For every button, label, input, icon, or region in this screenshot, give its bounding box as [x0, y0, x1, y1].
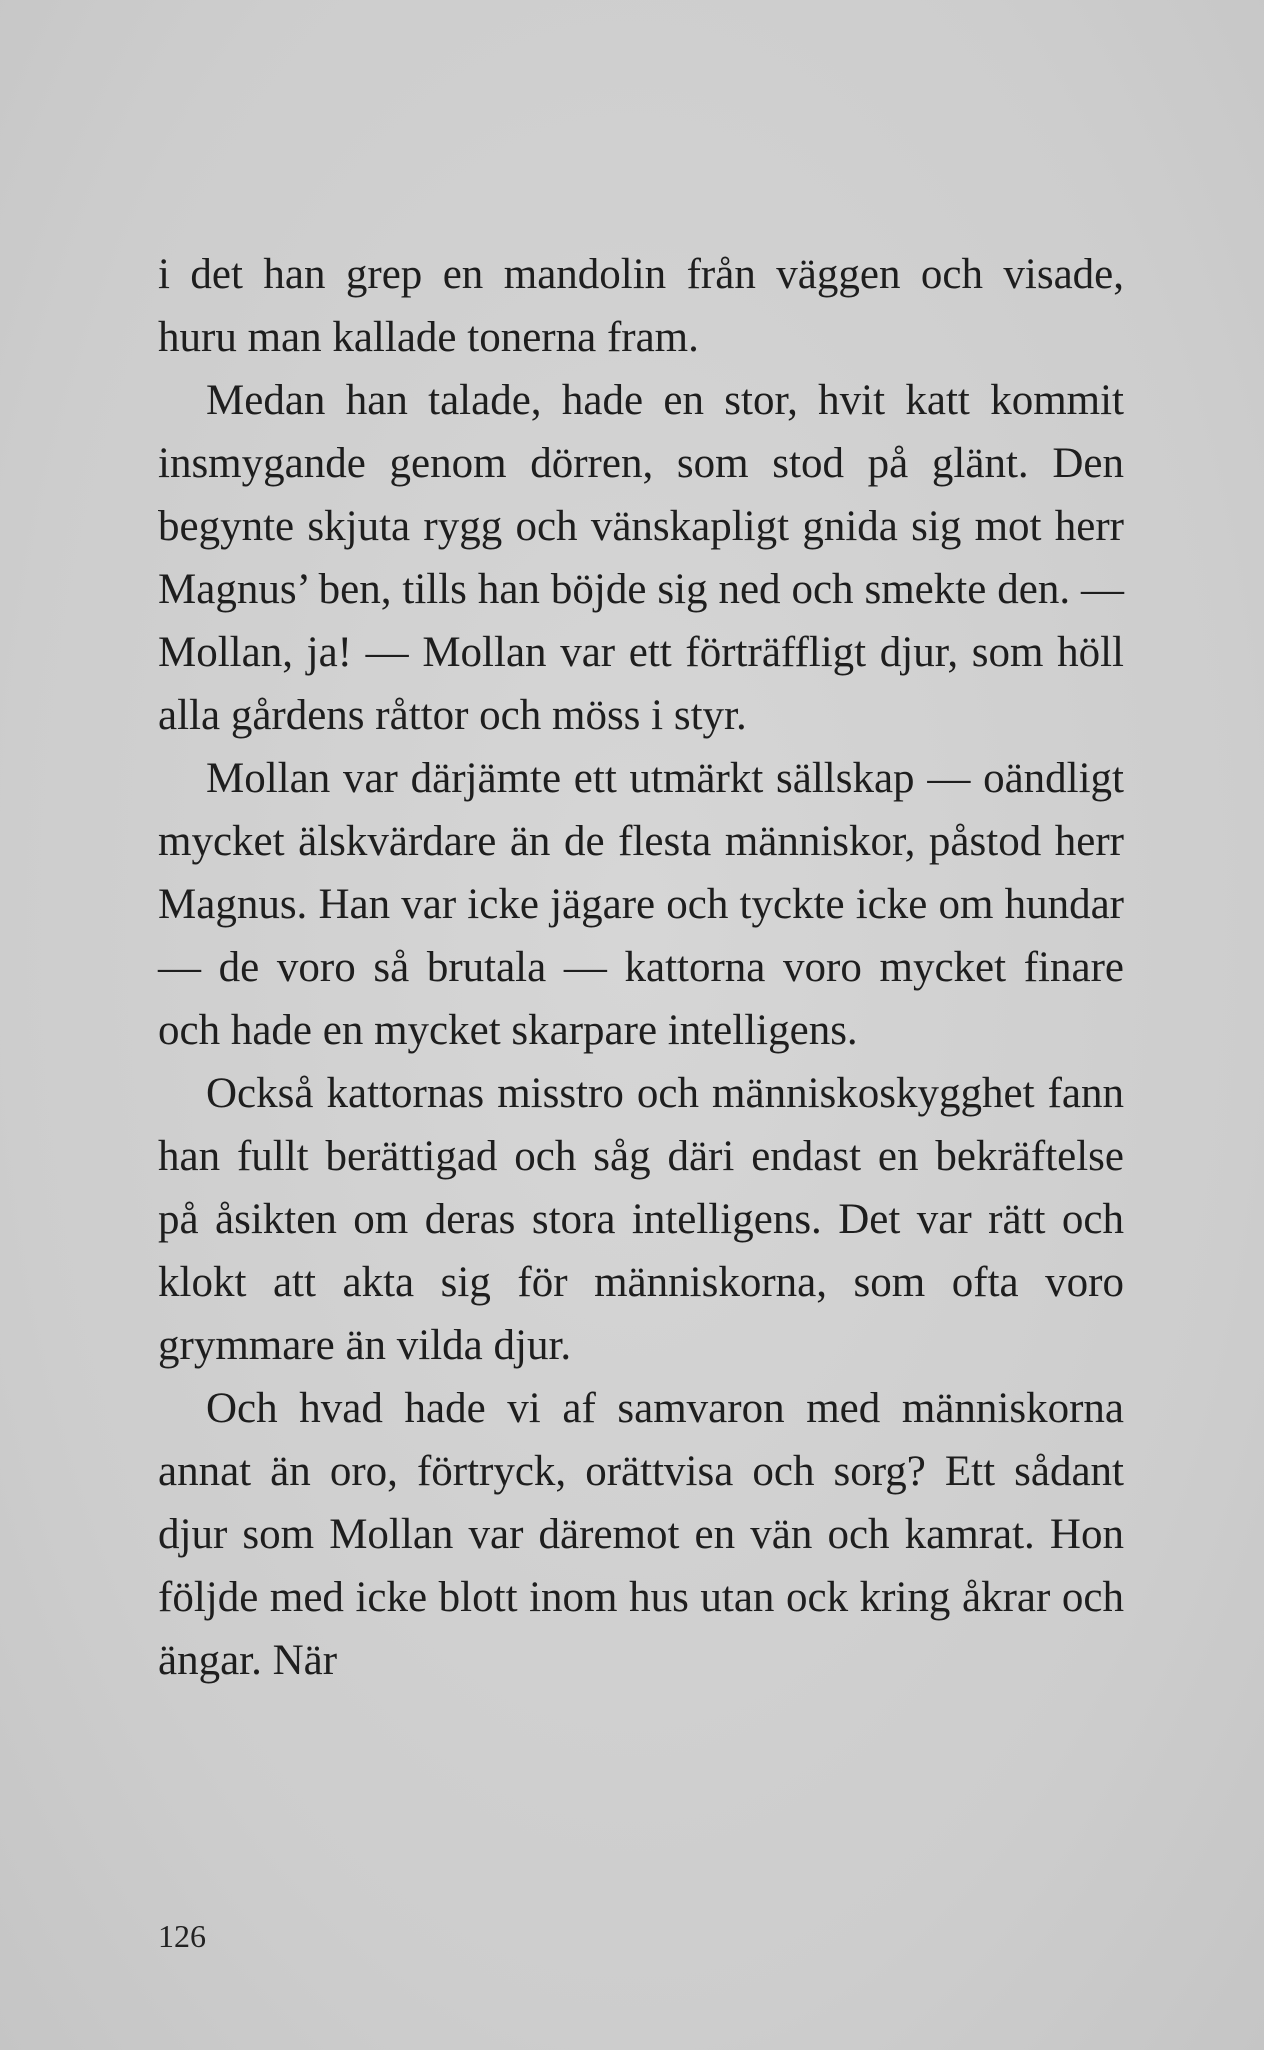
body-text: [158, 243, 1124, 1692]
paragraph-5: Och hvad hade vi af samvaron med människorna annat än oro, förtryck, orättvisa och sorg? Ett sådant djur som Mollan var däremot en vän och kamrat. Hon följde med icke blott inom hus utan ock kring åkrar och ängar. När: [158, 1385, 1124, 1684]
paragraph-1: i det han grep en mandolin från väggen och visade, huru man kallade tonerna fram.: [158, 251, 1124, 361]
paragraph-3: Mollan var därjämte ett utmärkt sällskap — oändligt mycket älskvärdare än de flesta människor, påstod herr Magnus. Han var icke jägare och tyckte icke om hundar — de voro så brutala — kattorna voro mycket finare och hade en mycket skarpare intelligens.: [158, 755, 1124, 1054]
page-number: 126: [158, 1918, 206, 1954]
paragraph-2: Medan han talade, hade en stor, hvit katt kommit insmygande genom dörren, som stod på glänt. Den begynte skjuta rygg och vänskapligt gnida sig mot herr Magnus’ ben, tills han böjde sig ned och smekte den. — Mollan, ja! — Mollan var ett förträffligt djur, som höll alla gårdens råttor och möss i styr.: [158, 377, 1124, 739]
paragraph-4: Också kattornas misstro och människoskygghet fann han fullt berättigad och såg däri endast en bekräftelse på åsikten om deras stora intelligens. Det var rätt och klokt att akta sig för människorna, som ofta voro grymmare än vilda djur.: [158, 1070, 1124, 1369]
